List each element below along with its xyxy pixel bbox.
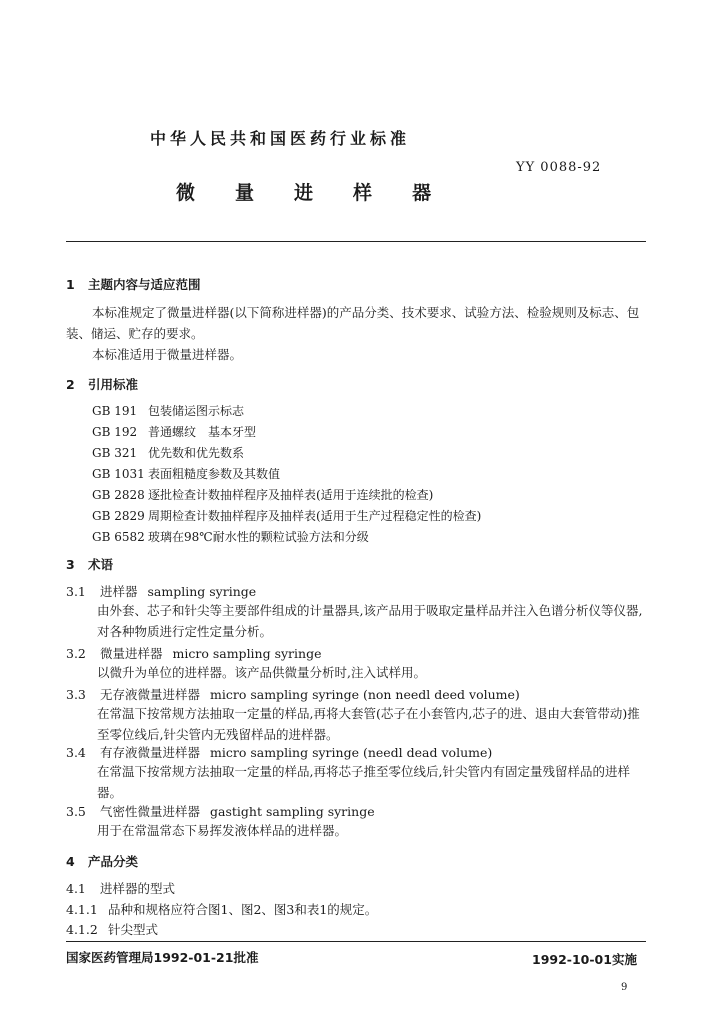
section-3-heading (66, 555, 113, 573)
subsection-text: 品种和规格应符合图1、图2、图3和表1的规定。 (108, 902, 378, 917)
term-en: micro sampling syringe (non needl deed volume) (210, 687, 520, 702)
term-heading (66, 644, 321, 662)
page-number: 9 (621, 982, 628, 993)
reference-item (92, 423, 256, 440)
term-definition: 由外套、芯子和针尖等主要部件组成的计量器具,该产品用于吸取定量样品并注入色谱分析仪等仪器,对各种物质进行定性定量分析。 (97, 603, 643, 639)
term-definition: 用于在常温常态下易挥发液体样品的进样器。 (97, 823, 348, 838)
term-definition: 在常温下按常规方法抽取一定量的样品,再将大套管(芯子在小套管内,芯子的进、退由大套管带动)推至零位线后,针尖管内无残留样品的进样器。 (97, 706, 640, 742)
main-title-char: 样 (353, 182, 373, 204)
section-1-paragraph-2: 本标准适用于微量进样器。 (92, 347, 243, 362)
term-heading (66, 685, 520, 703)
main-title (176, 178, 471, 205)
reference-item (92, 465, 280, 482)
subsection-text: 进样器的型式 (100, 881, 176, 896)
section-title: 主题内容与适应范围 (88, 277, 201, 292)
term-en: micro sampling syringe (needl dead volume) (210, 745, 493, 760)
reference-item (92, 507, 481, 524)
org-title: 中华人民共和国医药行业标准 (150, 129, 411, 148)
effective-date: 1992-10-01实施 (532, 952, 637, 967)
reference-title: 周期检查计数抽样程序及抽样表(适用于生产过程稳定性的检查) (148, 509, 482, 523)
term-number: 3.5 (66, 804, 86, 819)
term-definition: 以微升为单位的进样器。该产品供微量分析时,注入试样用。 (97, 665, 426, 680)
approval-line: 国家医药管理局1992-01-21批准 (66, 950, 259, 965)
reference-title: 逐批检查计数抽样程序及抽样表(适用于连续批的检查) (148, 488, 434, 502)
subsection-item (66, 900, 377, 918)
term-en: gastight sampling syringe (210, 804, 375, 819)
section-number: 3 (66, 557, 75, 572)
section-2-heading (66, 375, 138, 393)
header-rule (66, 241, 646, 242)
reference-title: 玻璃在98℃耐水性的颗粒试验方法和分级 (148, 530, 369, 544)
term-cn: 微量进样器 (100, 646, 163, 661)
reference-code: GB 2829 (92, 509, 145, 523)
term-heading (66, 743, 492, 761)
section-title: 引用标准 (88, 377, 139, 392)
section-number: 2 (66, 377, 75, 392)
term-cn: 进样器 (100, 584, 138, 599)
main-title-char: 进 (294, 182, 314, 204)
section-1-paragraph-1: 本标准规定了微量进样器(以下简称进样器)的产品分类、技术要求、试验方法、检验规则及标志、包装、储运、贮存的要求。 (66, 305, 640, 341)
subsection-number: 4.1.2 (66, 922, 98, 937)
subsection-item (66, 879, 175, 897)
term-number: 3.3 (66, 687, 86, 702)
footer-rule (66, 941, 646, 942)
reference-item (92, 444, 244, 461)
term-heading (66, 582, 256, 600)
reference-item (92, 402, 244, 419)
term-en: micro sampling syringe (172, 646, 322, 661)
reference-title: 普通螺纹 基本牙型 (148, 425, 257, 439)
reference-item (92, 486, 433, 503)
reference-code: GB 6582 (92, 530, 145, 544)
reference-code: GB 2828 (92, 488, 145, 502)
section-title: 术语 (88, 557, 114, 572)
term-en: sampling syringe (147, 584, 257, 599)
section-number: 4 (66, 854, 75, 869)
term-definition: 在常温下按常规方法抽取一定量的样品,再将芯子推至零位线后,针尖管内有固定量残留样品的进样器。 (97, 764, 630, 800)
subsection-number: 4.1.1 (66, 902, 98, 917)
term-cn: 气密性微量进样器 (100, 804, 201, 819)
reference-title: 优先数和优先数系 (148, 446, 245, 460)
subsection-number: 4.1 (66, 881, 86, 896)
main-title-char: 量 (235, 182, 255, 204)
section-title: 产品分类 (88, 854, 139, 869)
subsection-text: 针尖型式 (108, 922, 159, 937)
section-4-heading (66, 852, 138, 870)
term-number: 3.1 (66, 584, 86, 599)
main-title-char: 器 (412, 182, 432, 204)
section-number: 1 (66, 277, 75, 292)
reference-code: GB 192 (92, 425, 138, 439)
term-cn: 无存液微量进样器 (100, 687, 201, 702)
term-number: 3.4 (66, 745, 86, 760)
term-number: 3.2 (66, 646, 86, 661)
reference-title: 表面粗糙度参数及其数值 (148, 467, 281, 481)
subsection-item (66, 920, 158, 938)
term-cn: 有存液微量进样器 (100, 745, 201, 760)
reference-title: 包装储运图示标志 (148, 404, 245, 418)
main-title-char: 微 (176, 182, 196, 204)
reference-code: GB 191 (92, 404, 138, 418)
reference-item (92, 528, 369, 545)
section-1-heading (66, 275, 201, 293)
reference-code: GB 321 (92, 446, 138, 460)
term-heading (66, 802, 375, 820)
doc-number: YY 0088-92 (516, 160, 602, 175)
reference-code: GB 1031 (92, 467, 145, 481)
